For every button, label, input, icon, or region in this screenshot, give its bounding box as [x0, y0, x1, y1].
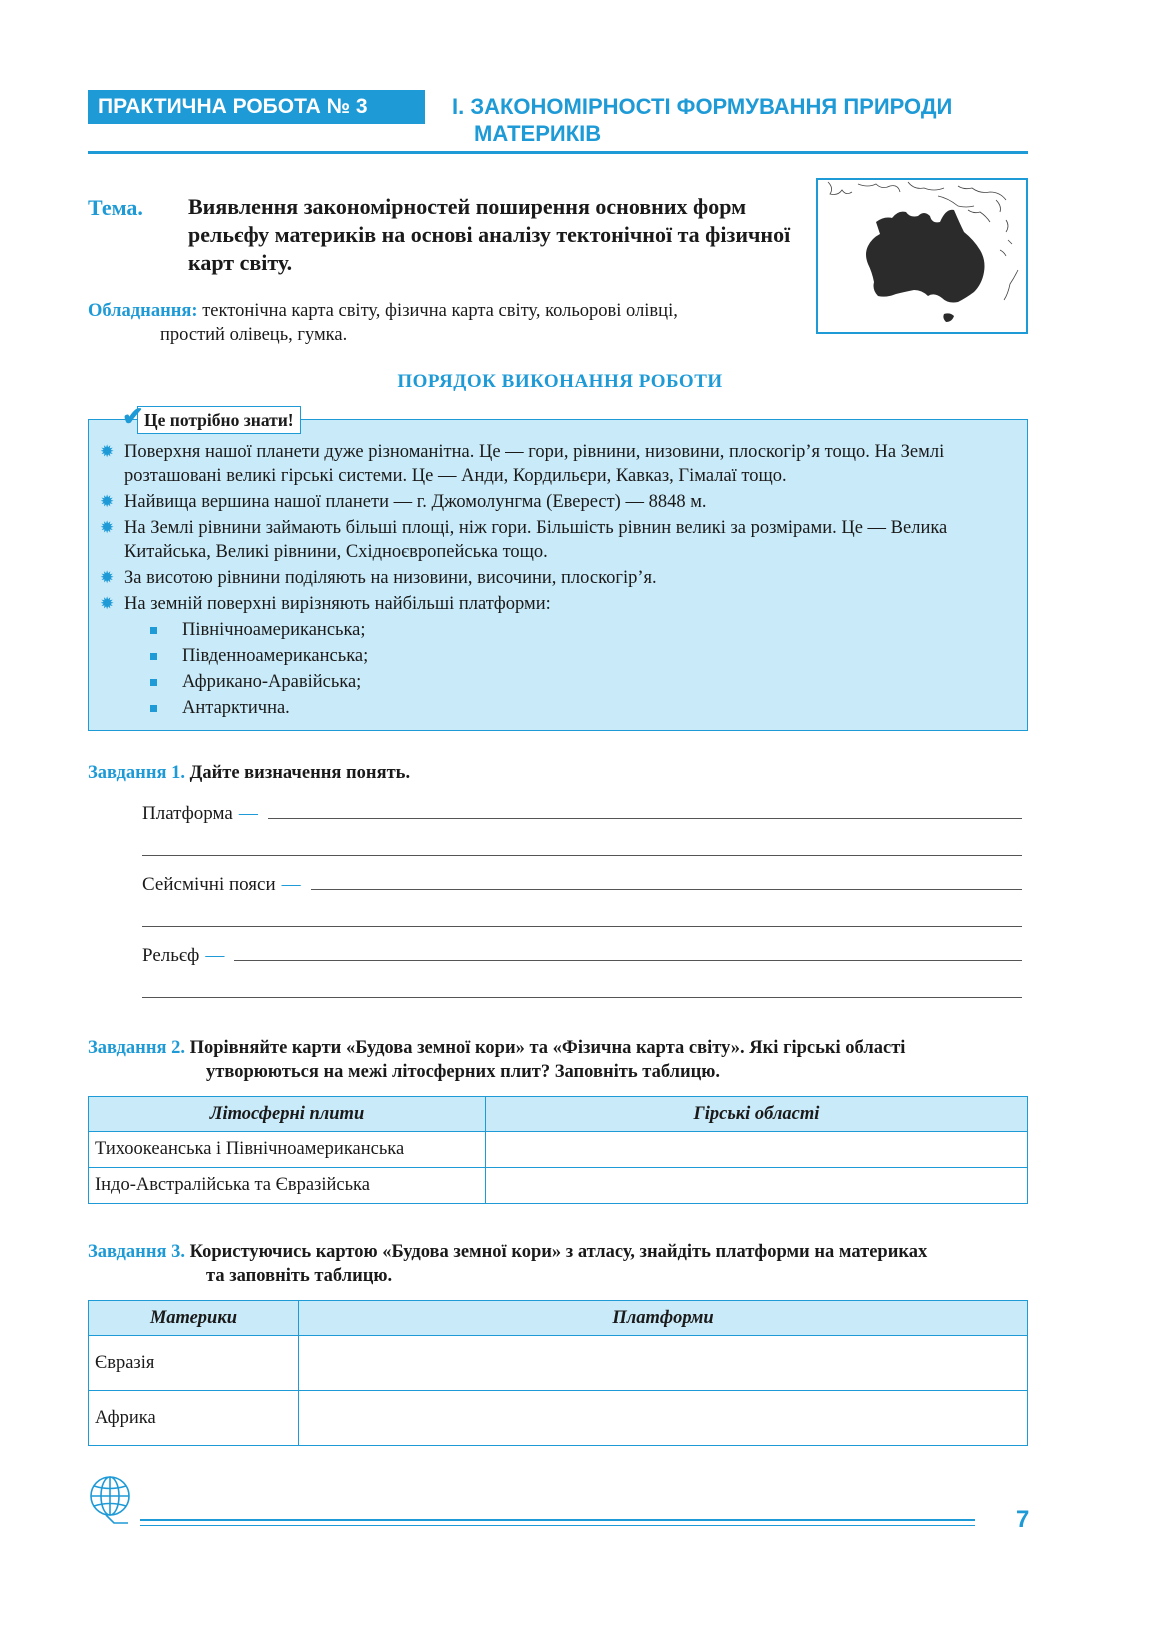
info-item [100, 440, 1020, 488]
term-dash: — [238, 803, 258, 824]
square-bullet-icon [150, 627, 157, 634]
gear-bullet-icon: ✹ [100, 492, 115, 511]
platform-item [100, 618, 1020, 642]
answer-cell[interactable] [299, 1336, 1028, 1391]
table-row [89, 1336, 1028, 1391]
task2-table [88, 1096, 1028, 1204]
task2-heading [88, 1036, 1028, 1084]
table-header: Гірські області [486, 1097, 1028, 1132]
table-cell: Євразія [89, 1336, 299, 1391]
checkmark-icon: ✔ [122, 402, 144, 431]
info-item [100, 592, 1020, 616]
term-label: Рельєф [142, 945, 200, 966]
task1-heading [88, 761, 410, 785]
answer-line[interactable] [311, 875, 1022, 890]
info-item-text: За висотою рівнини поділяють на низовини, височини, плоскогір’я. [124, 568, 657, 588]
info-item-text: Найвища вершина нашої планети — г. Джомолунгма (Еверест) — 8848 м. [124, 492, 707, 512]
equipment-line2: простий олівець, гумка. [160, 325, 348, 345]
answer-cell[interactable] [486, 1132, 1028, 1168]
section-title [452, 93, 1052, 147]
platform-item [100, 696, 1020, 720]
topic-label: Тема. [88, 195, 143, 220]
answer-line[interactable] [142, 855, 1022, 856]
table-header: Платформи [299, 1301, 1028, 1336]
section-title-line2: МАТЕРИКІВ [474, 121, 602, 146]
info-item [100, 566, 1020, 590]
info-item-text: На земній поверхні вирізняють найбільші платформи: [124, 594, 551, 614]
table-cell: Африка [89, 1391, 299, 1446]
square-bullet-icon [150, 679, 157, 686]
page-number: 7 [1016, 1506, 1030, 1533]
australia-map [816, 178, 1028, 334]
task3-line1: Користуючись картою «Будова земної кори» з атласу, знайдіть платформи на материках [184, 1242, 928, 1262]
term-dash: — [281, 874, 301, 895]
info-list [100, 440, 1020, 720]
square-bullet-icon [150, 705, 157, 712]
table-row [89, 1168, 1028, 1204]
info-item [100, 490, 1020, 514]
answer-cell[interactable] [486, 1168, 1028, 1204]
answer-line[interactable] [142, 997, 1022, 998]
task3-heading [88, 1240, 1028, 1288]
footer-rule [140, 1525, 975, 1526]
table-row [89, 1391, 1028, 1446]
task3-line2: та заповніть таблицю. [206, 1266, 393, 1286]
order-title: ПОРЯДОК ВИКОНАННЯ РОБОТИ [397, 371, 723, 392]
definition-row-relief[interactable] [142, 945, 1022, 967]
task3-number: Завдання 3. [88, 1242, 185, 1262]
task3-table [88, 1300, 1028, 1446]
task1-number: Завдання 1. [88, 763, 185, 783]
answer-line[interactable] [268, 804, 1022, 819]
section-title-line1: І. ЗАКОНОМІРНОСТІ ФОРМУВАННЯ ПРИРОДИ [452, 94, 953, 119]
info-box-tag: Це потрібно знати! [137, 406, 301, 434]
equipment [88, 299, 808, 347]
term-label: Сейсмічні пояси [142, 874, 276, 895]
info-item-text: На Землі рівнини займають більші площі, ніж гори. Більшість рівнин великі за розмірами. Це — Велика Китайська, Великі рівнини, Східноєвропейська тощо. [124, 518, 948, 562]
info-item [100, 516, 1020, 564]
platform-name: Північноамериканська; [182, 620, 366, 640]
globe-icon [86, 1474, 138, 1526]
task2-number: Завдання 2. [88, 1038, 185, 1058]
equipment-line1: тектонічна карта світу, фізична карта світу, кольорові олівці, [197, 301, 678, 321]
table-cell: Індо-Австралійська та Євразійська [89, 1168, 486, 1204]
answer-line[interactable] [234, 946, 1022, 961]
info-item-text: Поверхня нашої планети дуже різноманітна. Це — гори, рівнини, низовини, плоскогір’я тощо. На Землі розташовані великі гірські системи. Це — Анди, Кордильєри, Кавказ, Гімалаї тощо. [124, 442, 945, 486]
australia-map-image [818, 180, 1026, 332]
table-row [89, 1132, 1028, 1168]
term-dash: — [205, 945, 225, 966]
table-cell: Тихоокеанська і Північноамериканська [89, 1132, 486, 1168]
header-rule [88, 151, 1028, 154]
gear-bullet-icon: ✹ [100, 568, 115, 587]
answer-cell[interactable] [299, 1391, 1028, 1446]
platform-name: Африкано-Аравійська; [182, 672, 362, 692]
footer-rule [140, 1519, 975, 1521]
equipment-label: Обладнання: [88, 301, 198, 321]
table-header: Літосферні плити [89, 1097, 486, 1132]
gear-bullet-icon: ✹ [100, 518, 115, 537]
definition-row-seismic[interactable] [142, 874, 1022, 896]
work-label: ПРАКТИЧНА РОБОТА № 3 [88, 90, 425, 124]
definition-row-platform[interactable] [142, 803, 1022, 825]
task2-line2: утворюються на межі літосферних плит? Заповніть таблицю. [206, 1062, 721, 1082]
platform-name: Антарктична. [182, 698, 290, 718]
answer-line[interactable] [142, 926, 1022, 927]
gear-bullet-icon: ✹ [100, 594, 115, 613]
task1-text: Дайте визначення понять. [184, 763, 411, 783]
topic-text: Виявлення закономірностей поширення основних форм рельєфу материків на основі аналізу тектонічної та фізичної карт світу. [188, 194, 791, 275]
term-label: Платформа [142, 803, 233, 824]
platform-item [100, 644, 1020, 668]
platform-item [100, 670, 1020, 694]
table-header: Материки [89, 1301, 299, 1336]
square-bullet-icon [150, 653, 157, 660]
platform-name: Південноамериканська; [182, 646, 369, 666]
task2-line1: Порівняйте карти «Будова земної кори» та «Фізична карта світу». Які гірські області [184, 1038, 906, 1058]
gear-bullet-icon: ✹ [100, 442, 115, 461]
